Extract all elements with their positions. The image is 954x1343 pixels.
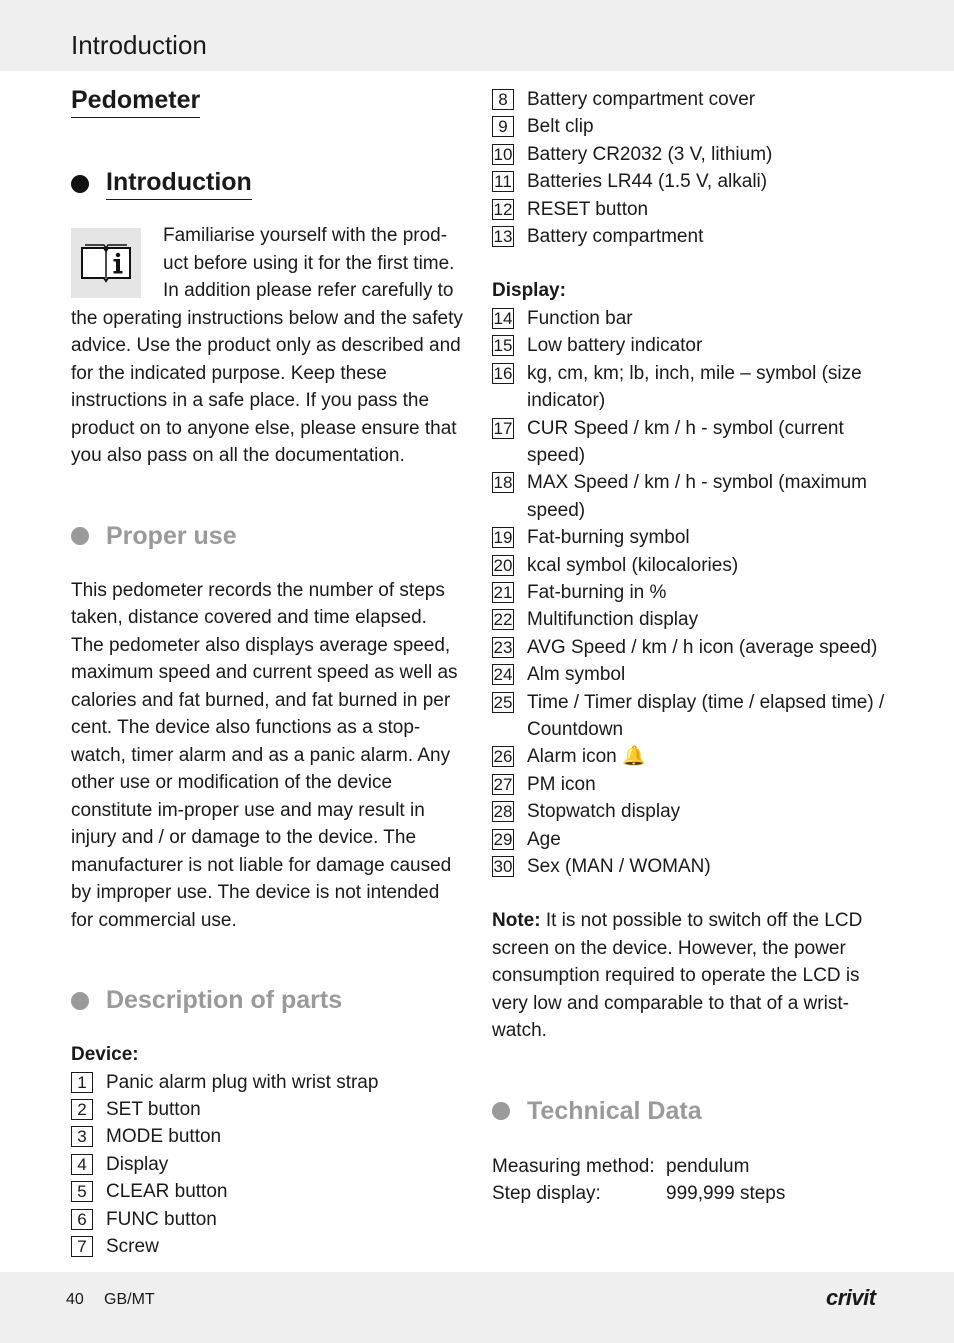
item-text: PM icon	[527, 773, 596, 795]
list-item	[492, 141, 892, 168]
list-item	[492, 305, 892, 332]
list-item	[492, 332, 892, 359]
item-number: 6	[71, 1209, 93, 1230]
proper-use-heading-text: Proper use	[106, 521, 237, 550]
item-text: CUR Speed / km / h - symbol (current speed)	[527, 417, 844, 466]
list-item	[492, 798, 892, 825]
item-text: Age	[527, 828, 561, 850]
item-number: 26	[493, 747, 513, 767]
item-number: 13	[493, 227, 513, 247]
item-number: 2	[71, 1099, 93, 1120]
note-label: Note:	[492, 910, 541, 932]
item-text: Fat-burning in %	[527, 582, 667, 603]
item-text: Fat-burning symbol	[527, 527, 690, 549]
list-item	[492, 552, 892, 579]
item-text: Display	[106, 1153, 169, 1175]
section-bullet-icon	[492, 1102, 510, 1120]
item-number: 23	[493, 637, 513, 657]
list-item	[492, 223, 892, 250]
item-number: 22	[493, 610, 513, 630]
item-number: 11	[492, 171, 514, 192]
list-item	[492, 86, 892, 113]
item-number: 15	[493, 336, 513, 356]
item-text: SET button	[106, 1098, 201, 1120]
item-text: Stopwatch display	[527, 801, 681, 823]
item-number: 5	[71, 1181, 93, 1202]
item-text: AVG Speed / km / h icon (average speed)	[527, 636, 878, 658]
tech-value: pendulum	[666, 1155, 750, 1177]
item-number: 19	[493, 528, 513, 548]
list-item	[492, 771, 892, 798]
list-item	[71, 1069, 463, 1096]
brand-logo: crivit	[826, 1285, 876, 1310]
item-text: Low battery indicator	[527, 335, 703, 357]
item-number: 28	[493, 802, 513, 822]
item-text: kcal symbol (kilocalories)	[527, 554, 739, 576]
list-item	[71, 1206, 463, 1233]
display-label: Display:	[492, 280, 566, 302]
item-text: Time / Timer display (time / elapsed time) / Countdown	[527, 691, 885, 741]
device-parts-list-1	[71, 1069, 463, 1261]
item-number: 3	[71, 1126, 93, 1147]
proper-use-heading	[71, 522, 463, 551]
technical-data-heading-text: Technical Data	[527, 1096, 702, 1125]
list-item	[71, 1096, 463, 1123]
item-text: Battery compartment cover	[527, 89, 756, 110]
section-bullet-icon	[71, 175, 89, 193]
list-item	[492, 469, 892, 524]
proper-use-text: This pedometer records the number of steps taken, distance covered and time elapsed. The pedometer also displays average speed, maximum speed and current speed as well as calories and fat burned, and fat burned in per cent. The device also functions as a stop-watch, timer alarm and as a panic alarm. Any other use or modification of the device constitute im-proper use and may result in injury and / or damage to the device. The manufacturer is not liable for damage caused by improper use. The device is not intended for commercial use.	[71, 579, 458, 931]
item-number: 8	[492, 89, 514, 110]
device-label: Device:	[71, 1044, 139, 1065]
item-number: 1	[71, 1072, 93, 1093]
item-text: Battery compartment	[527, 226, 704, 248]
section-bullet-icon	[71, 527, 89, 545]
technical-data-table	[492, 1153, 892, 1208]
technical-data-heading	[492, 1097, 892, 1126]
item-number: 14	[493, 308, 513, 328]
item-number: 18	[493, 473, 513, 493]
list-item	[492, 113, 892, 140]
introduction-heading	[71, 168, 463, 200]
list-item	[492, 689, 892, 744]
item-number: 9	[492, 116, 514, 137]
section-bullet-icon	[71, 992, 89, 1010]
item-number: 25	[493, 692, 513, 712]
list-item	[492, 360, 892, 415]
item-number: 21	[493, 583, 513, 602]
list-item	[71, 1233, 463, 1260]
item-text: CLEAR button	[106, 1181, 228, 1203]
list-item	[492, 743, 892, 770]
device-parts-list-2	[492, 86, 892, 250]
item-number: 7	[71, 1236, 93, 1257]
item-text: Function bar	[527, 307, 633, 329]
list-item	[492, 853, 892, 880]
item-text: Screw	[106, 1235, 159, 1257]
tech-value: 999,999 steps	[666, 1183, 786, 1205]
document-title: Pedometer	[71, 86, 200, 118]
item-text: MAX Speed / km / h - symbol (maximum speed)	[527, 472, 867, 521]
display-parts-list	[492, 305, 892, 881]
item-text: Belt clip	[527, 116, 594, 138]
introduction-heading-text: Introduction	[106, 168, 252, 200]
item-number: 12	[493, 199, 513, 219]
note-paragraph	[492, 907, 892, 1045]
list-item	[492, 168, 892, 195]
list-item	[71, 1123, 463, 1150]
item-text: Sex (MAN / WOMAN)	[527, 856, 711, 878]
item-number: 20	[493, 555, 513, 575]
description-of-parts-heading-text: Description of parts	[106, 986, 343, 1014]
list-item	[71, 1151, 463, 1178]
introduction-block	[71, 222, 463, 470]
list-item	[492, 579, 892, 606]
page-header-title: Introduction	[71, 30, 207, 60]
manual-book-info-icon	[71, 228, 141, 298]
language-code: GB/MT	[104, 1291, 155, 1308]
item-text: Alarm icon 🔔	[527, 746, 646, 768]
table-row	[492, 1153, 892, 1181]
list-item	[71, 1178, 463, 1205]
item-text: Panic alarm plug with wrist strap	[106, 1071, 379, 1093]
table-row	[492, 1180, 892, 1208]
item-number: 29	[493, 829, 513, 849]
list-item	[492, 606, 892, 633]
right-column	[492, 86, 892, 1208]
item-number: 27	[493, 774, 513, 794]
note-text: It is not possible to switch off the LCD screen on the device. However, the power consumption required to operate the LCD is very low and comparable to that of a wrist-watch.	[492, 910, 863, 1042]
list-item	[492, 661, 892, 688]
item-text: Multifunction display	[527, 609, 699, 631]
list-item	[492, 826, 892, 853]
item-number: 10	[493, 144, 513, 164]
item-number: 30	[493, 857, 513, 877]
tech-label: Step display:	[492, 1183, 601, 1205]
page-number: 40	[66, 1291, 84, 1308]
list-item	[492, 196, 892, 223]
item-number: 4	[71, 1154, 93, 1175]
item-text: Alm symbol	[527, 664, 626, 686]
item-number: 24	[493, 665, 513, 685]
tech-label: Measuring method:	[492, 1155, 655, 1177]
list-item	[492, 634, 892, 661]
item-number: 17	[493, 418, 513, 438]
left-column	[71, 86, 463, 1260]
item-text: Batteries LR44 (1.5 V, alkali)	[527, 171, 768, 193]
item-text: Battery CR2032 (3 V, lithium)	[527, 143, 773, 165]
description-of-parts-heading	[71, 986, 463, 1015]
list-item	[492, 524, 892, 551]
item-number: 16	[493, 363, 513, 383]
introduction-text: Familiarise yourself with the prod-uct before using it for the first time. In addition please refer carefully to the operating instructions below and the safety advice. Use the product only as described and for the indicated purpose. Keep these instructions in a safe place. If you pass the product on to anyone else, please ensure that you also pass on all the documentation.	[71, 225, 463, 466]
item-text: FUNC button	[106, 1208, 217, 1230]
item-text: RESET button	[527, 198, 649, 220]
item-text: MODE button	[106, 1126, 222, 1148]
list-item	[492, 415, 892, 470]
item-text: kg, cm, km; lb, inch, mile – symbol (size indicator)	[527, 362, 862, 412]
